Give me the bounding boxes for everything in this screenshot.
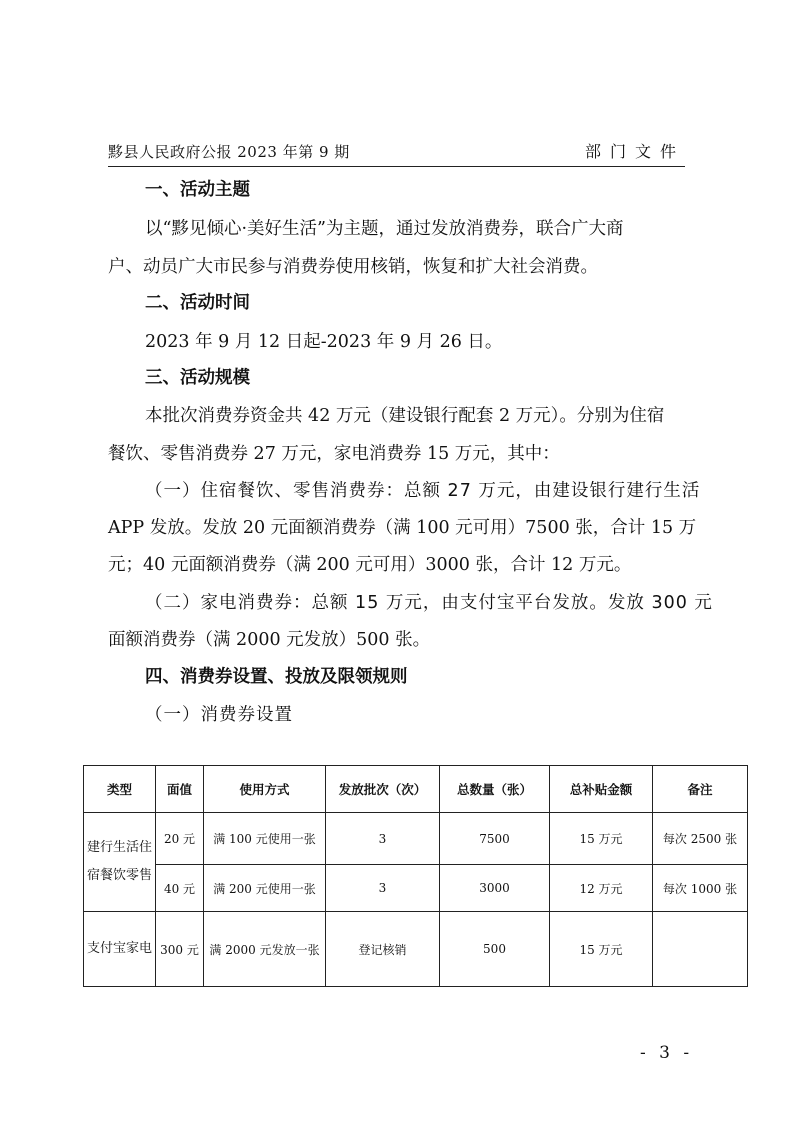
column-header: 总数量（张） [440,766,550,813]
header-publication: 黟县人民政府公报 2023 年第 9 期 [108,143,350,161]
type-cell: 支付宝家电 [84,912,156,987]
page-header [108,140,685,167]
subsidy-cell: 15 万元 [550,813,653,865]
column-header: 备注 [653,766,748,813]
coupon-settings-table [83,765,748,987]
note-cell: 每次 2500 张 [653,813,748,865]
batches-cell: 登记核销 [326,912,440,987]
section-heading-rules: 四、消费券设置、投放及限领规则 [145,667,408,687]
note-cell [653,912,748,987]
batches-cell: 3 [326,813,440,865]
paragraph-line: 餐饮、零售消费券 27 万元，家电消费券 15 万元，其中： [108,444,560,464]
quantity-cell: 7500 [440,813,550,865]
paragraph-line: 面额消费券（满 2000 元发放）500 张。 [108,630,431,650]
face-value-cell: 40 元 [156,865,204,912]
paragraph-line: APP 发放。发放 20 元面额消费券（满 100 元可用）7500 张，合计 15 万 [108,518,697,538]
paragraph-line: 以“黟见倾心·美好生活”为主题，通过发放消费券，联合广大商 [145,219,624,239]
usage-cell: 满 100 元使用一张 [204,813,326,865]
quantity-cell: 500 [440,912,550,987]
paragraph-line: 本批次消费券资金共 42 万元（建设银行配套 2 万元）。分别为住宿 [145,406,665,426]
table-row [84,865,748,912]
table-header-row [84,766,748,813]
subsidy-cell: 15 万元 [550,912,653,987]
table-row [84,912,748,987]
type-text-line: 宿餐饮零售 [86,868,152,883]
face-value-cell: 300 元 [156,912,204,987]
column-header: 面值 [156,766,204,813]
header-section: 部门文件 [584,142,685,161]
note-cell: 每次 1000 张 [653,865,748,912]
subsection-heading: （一）消费券设置 [145,705,293,725]
section-heading-time: 二、活动时间 [145,293,250,313]
section-heading-scale: 三、活动规模 [145,368,250,388]
paragraph-line: （二）家电消费券：总额 15 万元，由支付宝平台发放。发放 300 元 [145,593,713,613]
paragraph-line: 户、动员广大市民参与消费券使用核销，恢复和扩大社会消费。 [108,257,598,277]
column-header: 总补贴金额 [550,766,653,813]
column-header: 发放批次（次） [326,766,440,813]
paragraph-line: 元；40 元面额消费券（满 200 元可用）3000 张，合计 12 万元。 [108,555,632,575]
face-value-cell: 20 元 [156,813,204,865]
type-cell [84,813,156,912]
usage-cell: 满 2000 元发放一张 [204,912,326,987]
paragraph-line: （一）住宿餐饮、零售消费券：总额 27 万元，由建设银行建行生活 [145,481,701,501]
usage-cell: 满 200 元使用一张 [204,865,326,912]
section-heading-theme: 一、活动主题 [145,180,250,200]
page-number: - 3 - [640,1043,694,1063]
type-text-line: 建行生活住 [86,840,152,855]
column-header: 类型 [84,766,156,813]
paragraph-line: 2023 年 9 月 12 日起-2023 年 9 月 26 日。 [145,332,503,352]
quantity-cell: 3000 [440,865,550,912]
column-header: 使用方式 [204,766,326,813]
table-row [84,813,748,865]
batches-cell: 3 [326,865,440,912]
subsidy-cell: 12 万元 [550,865,653,912]
